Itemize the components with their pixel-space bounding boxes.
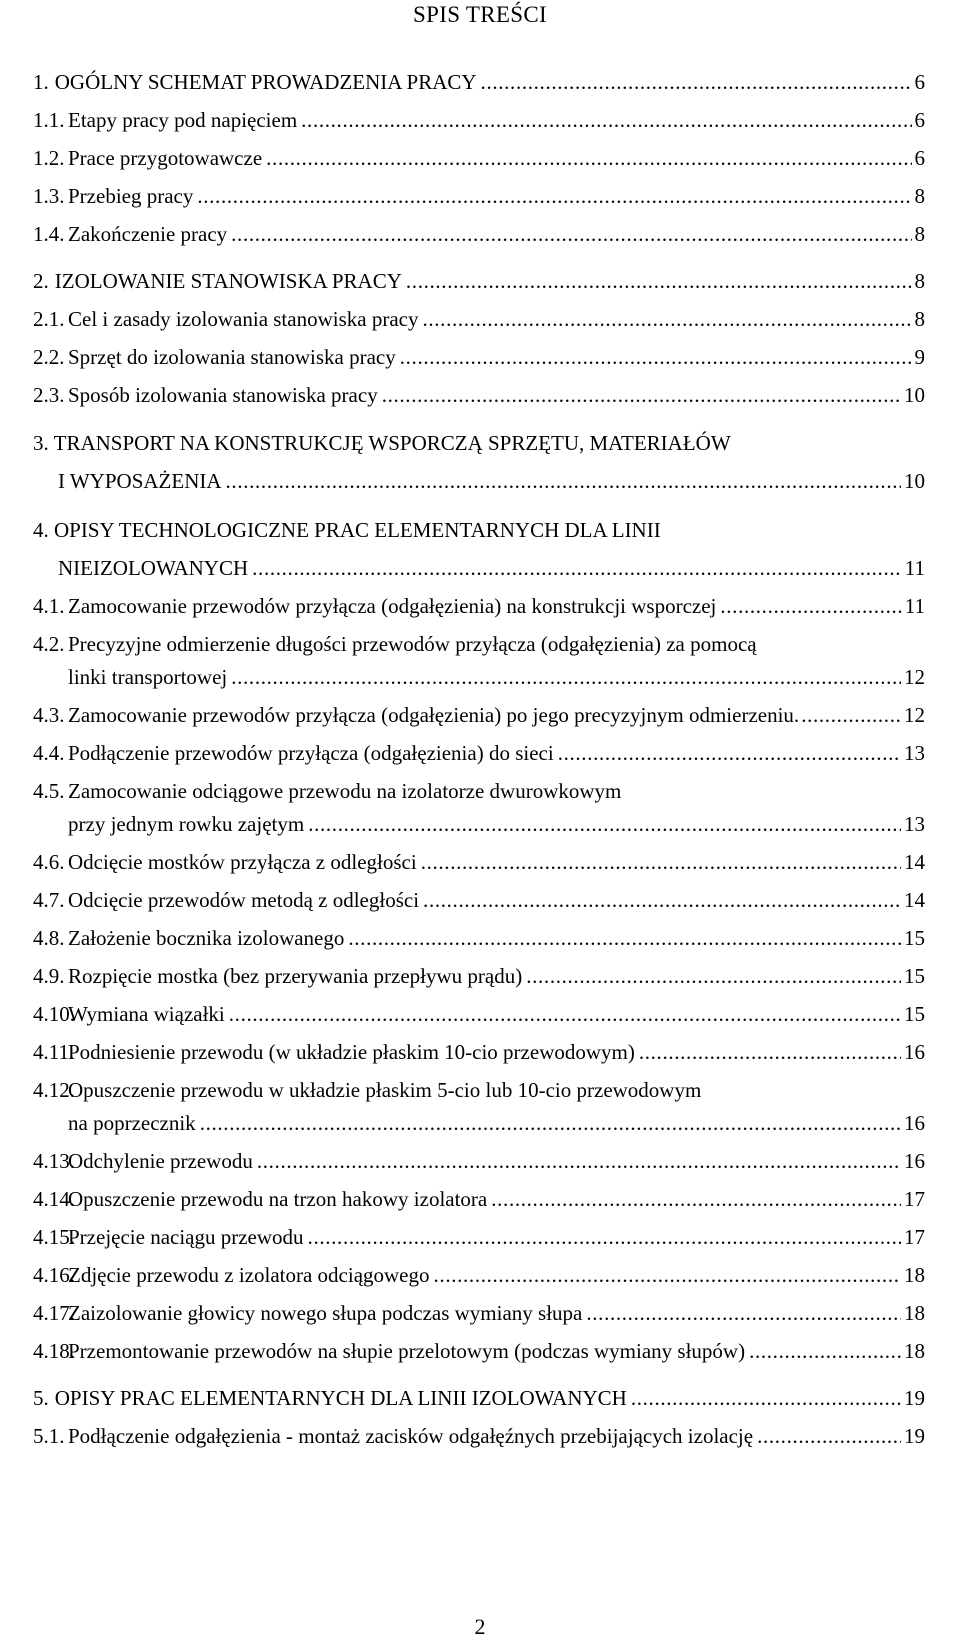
toc-number: 5. (33, 1386, 49, 1410)
toc-entry-continuation[interactable] (58, 467, 925, 495)
toc-page: 9 (914, 345, 925, 369)
dot-leader (639, 1038, 901, 1066)
toc-title: NIEIZOLOWANYCH (58, 556, 249, 580)
toc-entry[interactable] (33, 343, 925, 371)
dot-leader (481, 68, 912, 96)
toc-entry[interactable] (33, 267, 925, 295)
toc-entry[interactable] (33, 1299, 925, 1327)
toc-number: 4.14. (33, 1187, 75, 1211)
toc-title: Sposób izolowania stanowiska pracy (68, 383, 378, 407)
toc-page: 11 (904, 594, 925, 618)
toc-page: 6 (914, 146, 925, 170)
toc-entry[interactable] (33, 848, 925, 876)
toc-page: 6 (914, 108, 925, 132)
dot-leader (231, 663, 901, 691)
dot-leader (749, 1337, 901, 1365)
toc-entry[interactable] (33, 739, 925, 767)
toc-page: 16 (904, 1111, 925, 1135)
toc-page: 10 (904, 383, 925, 407)
toc-title: Zakończenie pracy (68, 222, 228, 246)
toc-title: Podłączenie odgałęzienia - montaż zacisków odgałęźnych przebijających izolację (68, 1424, 754, 1448)
toc-entry[interactable] (33, 1422, 925, 1450)
toc-number: 4.4. (33, 741, 65, 765)
dot-leader (197, 182, 911, 210)
toc-number: 4.3. (33, 703, 65, 727)
toc-number: 4.10. (33, 1002, 75, 1026)
toc-title: OPISY PRAC ELEMENTARNYCH DLA LINII IZOLOWANYCH (54, 1386, 627, 1410)
toc-number: 4.8. (33, 926, 65, 950)
toc-page: 16 (904, 1149, 925, 1173)
toc-number: 4.17. (33, 1301, 75, 1325)
toc-entry-first-line[interactable] (33, 1076, 925, 1104)
toc-page: 13 (904, 812, 925, 836)
toc-title: Rozpięcie mostka (bez przerywania przepływu prądu) (68, 964, 523, 988)
toc-number: 1. (33, 70, 49, 94)
toc-page: 16 (904, 1040, 925, 1064)
dot-leader (229, 1000, 901, 1028)
toc-entry[interactable] (33, 886, 925, 914)
dot-leader (801, 701, 902, 729)
toc-entry[interactable] (33, 962, 925, 990)
toc-page: 15 (904, 1002, 925, 1026)
toc-number: 4.13. (33, 1149, 75, 1173)
toc-number: 2.1. (33, 307, 65, 331)
toc-page: 12 (904, 665, 925, 689)
dot-leader (231, 220, 911, 248)
toc-title: Przemontowanie przewodów na słupie przelotowym (podczas wymiany słupów) (68, 1339, 746, 1363)
toc-entry[interactable] (33, 305, 925, 333)
toc-title: Odcięcie przewodów metodą z odległości (68, 888, 420, 912)
toc-number: 4.2. (33, 632, 65, 656)
toc-entry-continuation[interactable] (58, 554, 925, 582)
toc-page: 18 (904, 1263, 925, 1287)
toc-number: 4.7. (33, 888, 65, 912)
toc-title-line1: OPISY TECHNOLOGICZNE PRAC ELEMENTARNYCH DLA LINII (54, 518, 661, 542)
toc-page: 19 (904, 1424, 925, 1448)
toc-number: 4.15. (33, 1225, 75, 1249)
toc-title: I WYPOSAŻENIA (58, 469, 222, 493)
toc-page: 8 (914, 269, 925, 293)
toc-page: 8 (914, 222, 925, 246)
dot-leader (720, 592, 901, 620)
toc-title: na poprzecznik (68, 1111, 196, 1135)
dot-leader (558, 739, 901, 767)
toc-number: 1.1. (33, 108, 65, 132)
dot-leader (421, 848, 901, 876)
toc-page: 18 (904, 1339, 925, 1363)
toc-entry[interactable] (33, 381, 925, 409)
toc-title: Przejęcie naciągu przewodu (68, 1225, 304, 1249)
toc-entry[interactable] (33, 1185, 925, 1213)
dot-leader (266, 144, 911, 172)
toc-entry[interactable] (33, 1337, 925, 1365)
toc-entry[interactable] (33, 68, 925, 96)
toc-entry-continuation[interactable] (68, 663, 925, 691)
toc-entry[interactable] (33, 592, 925, 620)
toc-title: Przebieg pracy (68, 184, 194, 208)
dot-leader (348, 924, 901, 952)
toc-number: 4. (33, 518, 49, 542)
toc-title-line1: Zamocowanie odciągowe przewodu na izolatorze dwurowkowym (68, 779, 622, 803)
toc-title-line1: Precyzyjne odmierzenie długości przewodów przyłącza (odgałęzienia) za pomocą (68, 632, 757, 656)
toc-title-line1: TRANSPORT NA KONSTRUKCJĘ WSPORCZĄ SPRZĘTU, MATERIAŁÓW (53, 431, 731, 455)
toc-title: Etapy pracy pod napięciem (68, 108, 298, 132)
toc-number: 3. (33, 431, 49, 455)
dot-leader (586, 1299, 901, 1327)
toc-entry-first-line[interactable] (33, 630, 925, 658)
dot-leader (308, 810, 901, 838)
dot-leader (257, 1147, 901, 1175)
dot-leader (226, 467, 901, 495)
toc-number: 4.18. (33, 1339, 75, 1363)
toc-number: 4.9. (33, 964, 65, 988)
toc-page: 8 (914, 184, 925, 208)
dot-leader (382, 381, 901, 409)
dot-leader (422, 305, 911, 333)
toc-number: 1.2. (33, 146, 65, 170)
toc-title: Zdjęcie przewodu z izolatora odciągowego (68, 1263, 430, 1287)
toc-number: 1.3. (33, 184, 65, 208)
toc-title: Założenie bocznika izolowanego (68, 926, 345, 950)
toc-title: IZOLOWANIE STANOWISKA PRACY (54, 269, 402, 293)
dot-leader (400, 343, 912, 371)
dot-leader (406, 267, 912, 295)
dot-leader (308, 1223, 901, 1251)
toc-page: 15 (904, 926, 925, 950)
toc-entry[interactable] (33, 1261, 925, 1289)
toc-title: Zamocowanie przewodów przyłącza (odgałęzienia) na konstrukcji wsporczej (68, 594, 717, 618)
toc-entry-first-line[interactable] (33, 777, 925, 805)
toc-entry-continuation[interactable] (68, 1109, 925, 1137)
toc-page: 11 (904, 556, 925, 580)
toc-page: 15 (904, 964, 925, 988)
toc-page: 14 (904, 850, 925, 874)
toc-page: 14 (904, 888, 925, 912)
toc-entry[interactable] (33, 1147, 925, 1175)
toc-entry[interactable] (33, 701, 925, 729)
dot-leader (491, 1185, 901, 1213)
toc-entry-first-line[interactable] (33, 516, 925, 544)
toc-title: Odcięcie mostków przyłącza z odległości (68, 850, 417, 874)
toc-title: przy jednym rowku zajętym (68, 812, 305, 836)
toc-number: 1.4. (33, 222, 65, 246)
toc-entry[interactable] (33, 220, 925, 248)
toc-title: Odchylenie przewodu (68, 1149, 253, 1173)
toc-title: Sprzęt do izolowania stanowiska pracy (68, 345, 396, 369)
toc-page: 12 (904, 703, 925, 727)
toc-entry-first-line[interactable] (33, 429, 925, 457)
toc-title: Zaizolowanie głowicy nowego słupa podczas wymiany słupa (68, 1301, 583, 1325)
toc-number: 4.11. (33, 1040, 75, 1064)
toc-title: Zamocowanie przewodów przyłącza (odgałęzienia) po jego precyzyjnym odmierzeniu. (68, 703, 800, 727)
toc-number: 4.16. (33, 1263, 75, 1287)
toc-number: 2.3. (33, 383, 65, 407)
toc-page: 13 (904, 741, 925, 765)
toc-number: 5.1. (33, 1424, 65, 1448)
toc-entry[interactable] (33, 1384, 925, 1412)
toc-entry[interactable] (33, 1223, 925, 1251)
dot-leader (200, 1109, 901, 1137)
toc-entry[interactable] (33, 924, 925, 952)
toc-page: 19 (904, 1386, 925, 1410)
toc-title: Prace przygotowawcze (68, 146, 263, 170)
document-title: SPIS TREŚCI (413, 2, 547, 27)
dot-leader (526, 962, 901, 990)
toc-entry[interactable] (33, 1000, 925, 1028)
toc-title: Podniesienie przewodu (w układzie płaskim 10-cio przewodowym) (68, 1040, 635, 1064)
toc-title: Opuszczenie przewodu na trzon hakowy izolatora (68, 1187, 488, 1211)
dot-leader (423, 886, 901, 914)
dot-leader (252, 554, 902, 582)
toc-entry-continuation[interactable] (68, 810, 925, 838)
toc-title: linki transportowej (68, 665, 228, 689)
toc-title-line1: Opuszczenie przewodu w układzie płaskim 5-cio lub 10-cio przewodowym (68, 1078, 702, 1102)
dot-leader (301, 106, 911, 134)
toc-entry[interactable] (33, 144, 925, 172)
toc-number: 4.12. (33, 1078, 75, 1102)
toc-page: 6 (914, 70, 925, 94)
toc-number: 4.6. (33, 850, 65, 874)
toc-entry[interactable] (33, 1038, 925, 1066)
page-number: 2 (474, 1614, 486, 1639)
toc-number: 4.1. (33, 594, 65, 618)
toc-page: 17 (904, 1187, 925, 1211)
toc-page: 18 (904, 1301, 925, 1325)
toc-title: Podłączenie przewodów przyłącza (odgałęzienia) do sieci (68, 741, 554, 765)
toc-page: 8 (914, 307, 925, 331)
toc-number: 2. (33, 269, 49, 293)
toc-number: 2.2. (33, 345, 65, 369)
toc-entry[interactable] (33, 182, 925, 210)
toc-title: OGÓLNY SCHEMAT PROWADZENIA PRACY (54, 70, 477, 94)
toc-entry[interactable] (33, 106, 925, 134)
dot-leader (434, 1261, 901, 1289)
toc-title: Cel i zasady izolowania stanowiska pracy (68, 307, 419, 331)
dot-leader (631, 1384, 901, 1412)
toc-page: 10 (904, 469, 925, 493)
toc-number: 4.5. (33, 779, 65, 803)
toc-title: Wymiana wiązałki (68, 1002, 225, 1026)
toc-page: 17 (904, 1225, 925, 1249)
dot-leader (757, 1422, 901, 1450)
